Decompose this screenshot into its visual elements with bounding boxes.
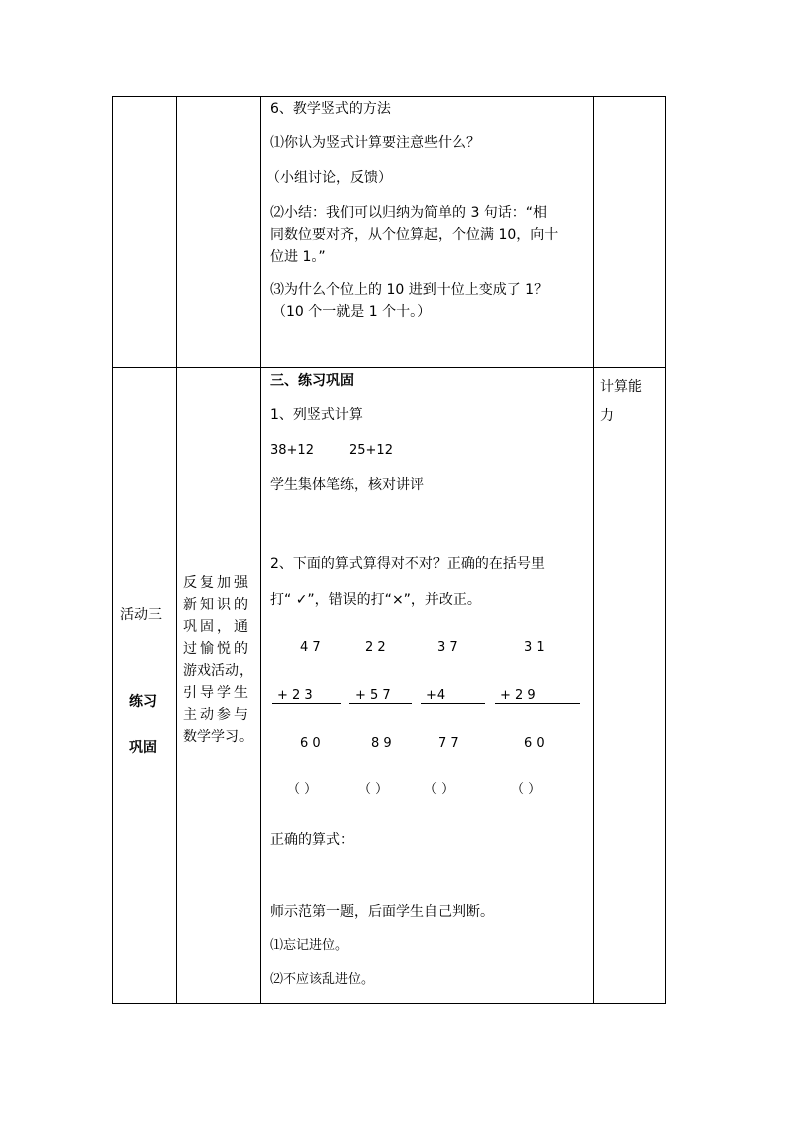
intent-line-2: 新知识的 [183, 597, 251, 613]
problem-1-rule [272, 703, 341, 704]
intent-line-1: 反复加强 [183, 575, 251, 591]
discussion-note: （小组讨论，反馈） [266, 170, 392, 186]
problem-4-result: 6 0 [524, 736, 545, 751]
expression-1: 38+12 [270, 443, 314, 458]
problem-2-top: 2 2 [365, 640, 386, 655]
activity-title-line-2: 巩固 [129, 740, 157, 756]
intent-line-8: 数学学习。 [183, 729, 253, 745]
problem-4-addend: + 2 9 [500, 688, 536, 703]
problem-4-answer-box[interactable]: （ ） [511, 782, 542, 797]
intent-line-5: 游戏活动， [183, 663, 253, 679]
summary-line-2: 同数位要对齐，从个位算起，个位满 10，向十 [270, 227, 559, 243]
col-border-2 [176, 96, 177, 1004]
problem-1-answer-box[interactable]: （ ） [287, 782, 318, 797]
task-1-note: 学生集体笔练，核对讲评 [270, 477, 424, 493]
intent-line-7: 主动参与 [183, 707, 251, 723]
ability-line-2: 力 [600, 408, 614, 424]
task-1: 1、列竖式计算 [270, 407, 363, 423]
problem-2-rule [349, 703, 412, 704]
intent-line-3: 巩固，通 [183, 619, 251, 635]
problem-3-rule [421, 703, 485, 704]
activity-label: 活动三 [120, 607, 162, 623]
table-top-border [112, 96, 666, 97]
question-3-line-2: （10 个一就是 1 个十。） [272, 304, 432, 320]
ability-line-1: 计算能 [600, 379, 642, 395]
reason-2: ⑵不应该乱进位。 [270, 972, 375, 987]
problem-4-rule [495, 703, 580, 704]
question-3-line-1: ⑶为什么个位上的 10 进到十位上变成了 1？ [270, 282, 549, 298]
section-title: 三、练习巩固 [270, 373, 354, 389]
summary-line-1: ⑵小结：我们可以归纳为简单的 3 句话：“相 [270, 205, 548, 221]
reason-1: ⑴忘记进位。 [270, 938, 349, 953]
col-border-1 [112, 96, 113, 1004]
problem-2-answer-box[interactable]: （ ） [358, 782, 389, 797]
col-border-5 [665, 96, 666, 1004]
activity-title-line-1: 练习 [129, 694, 157, 710]
problem-3-top: 3 7 [437, 640, 458, 655]
summary-line-3: 位进 1。” [270, 249, 326, 265]
col-border-3 [260, 96, 261, 1004]
col-border-4 [593, 96, 594, 1004]
problem-3-result: 7 7 [438, 736, 459, 751]
intent-line-6: 引导学生 [183, 685, 251, 701]
problem-1-addend: + 2 3 [277, 688, 313, 703]
row-divider [112, 367, 666, 368]
expression-2: 25+12 [349, 443, 393, 458]
correct-formula-label: 正确的算式： [270, 832, 354, 848]
problem-3-answer-box[interactable]: （ ） [424, 782, 455, 797]
task-2-line-1: 2、下面的算式算得对不对？正确的在括号里 [270, 556, 545, 572]
demo-note: 师示范第一题，后面学生自己判断。 [270, 904, 494, 920]
problem-2-result: 8 9 [371, 736, 392, 751]
problem-1-top: 4 7 [300, 640, 321, 655]
problem-1-result: 6 0 [300, 736, 321, 751]
task-2-line-2: 打“ ✓”，错误的打“×”，并改正。 [270, 592, 481, 608]
intent-line-4: 过愉悦的 [183, 641, 251, 657]
table-bottom-border [112, 1003, 666, 1004]
question-1: ⑴你认为竖式计算要注意些什么？ [270, 135, 480, 151]
method-heading: 6、教学竖式的方法 [270, 101, 391, 117]
problem-3-addend: +4 [426, 688, 446, 703]
problem-2-addend: + 5 7 [355, 688, 391, 703]
problem-4-top: 3 1 [524, 640, 545, 655]
